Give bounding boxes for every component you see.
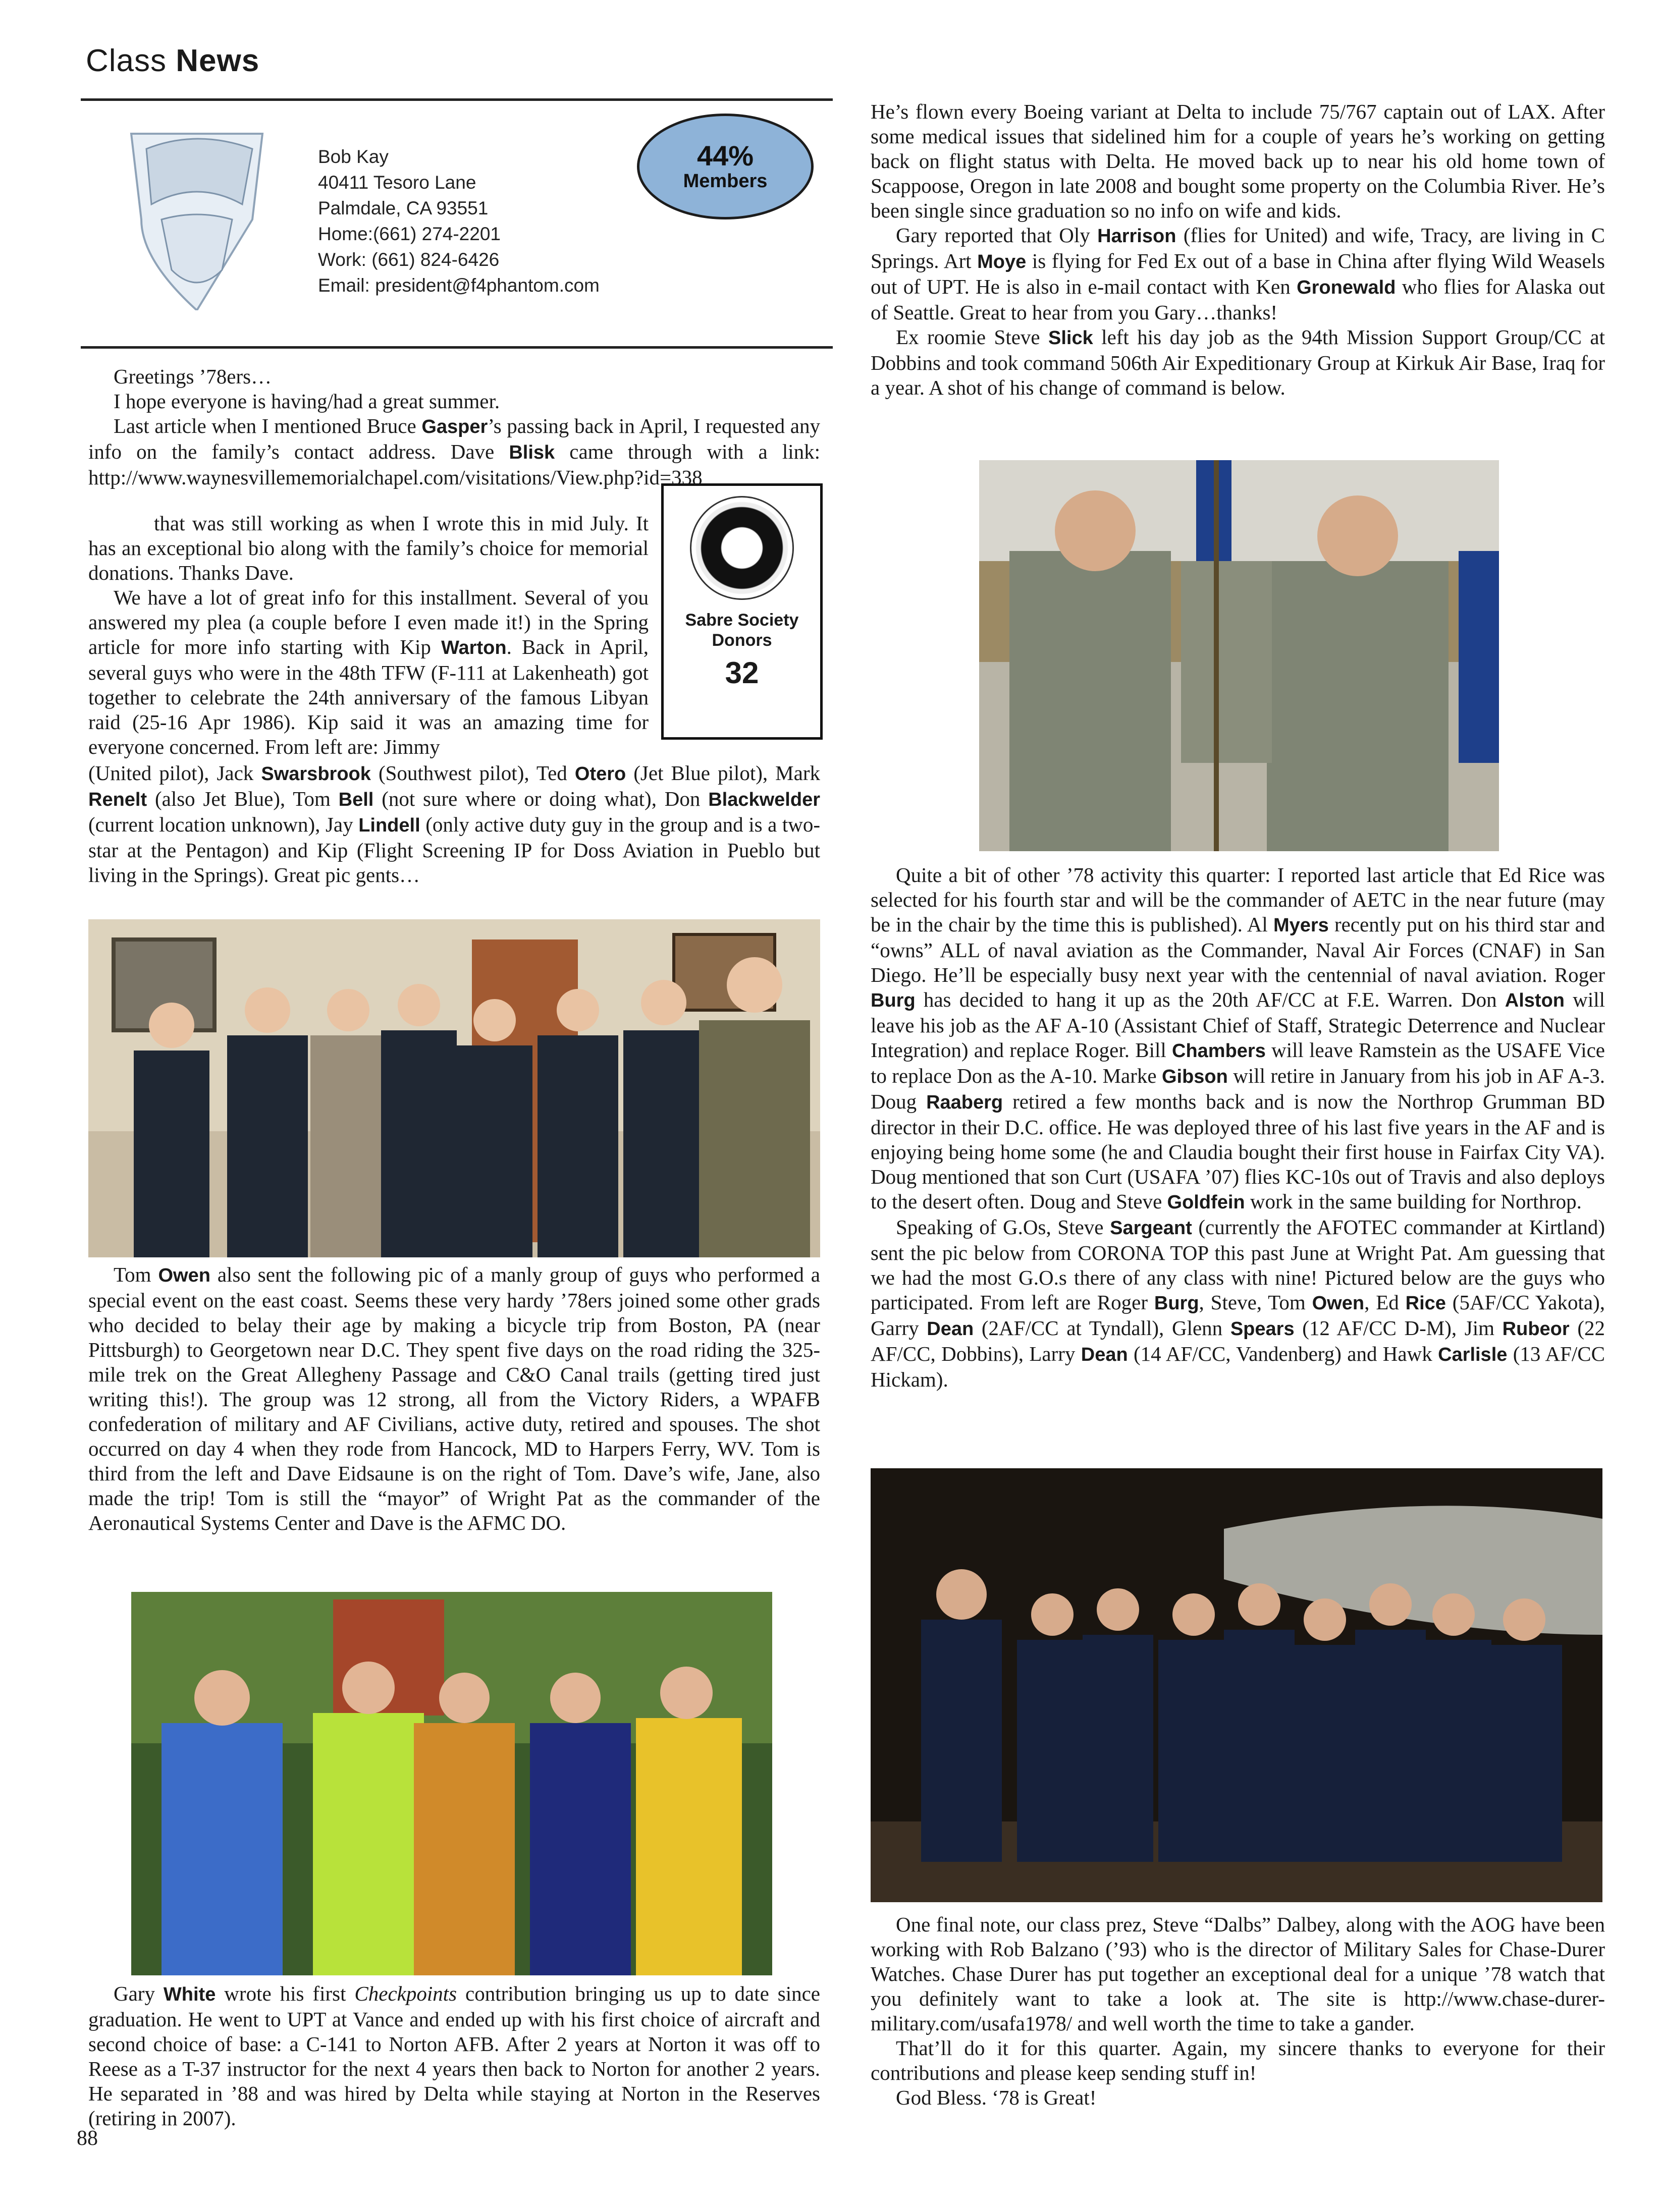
paragraph: One final note, our class prez, Steve “Dalbs” Dalbey, along with the AOG have been working with Rob Balzano (’93) who is the director of Military Sales for Chase-Durer Watches. Chase Durer has put together an exceptional deal for a unique ’78 watch that you definitely want to take a look at. The site is http://www.chase-durer-military.com/usafa1978/ and well worth the time to take a gander.	[871, 1913, 1605, 2035]
paragraph: Speaking of G.Os, Steve Sargeant (currently the AFOTEC commander at Kirtland) sent the pic below from CORONA TOP this past June at Wright Pat. Am guessing that we had the most G.O.s there of any class with nine! Pictured below are the guys who participated. From left are Roger Burg, Steve, Tom Owen, Ed Rice (5AF/CC Yakota), Garry Dean (2AF/CC at Tyndall), Glenn Spears (12 AF/CC D-M), Jim Rubeor (22 AF/CC, Dobbins), Larry Dean (14 AF/CC, Vandenberg) and Hawk Carlisle (13 AF/CC Hickam).	[871, 1215, 1605, 1391]
change-of-command-photo	[979, 460, 1499, 851]
paragraph: that was still working as when I wrote this in mid July. It has an exceptional bio along with the family’s choice for memorial donations. Thanks Dave.	[88, 512, 649, 584]
top-rule	[81, 98, 833, 101]
general-officers-photo	[871, 1468, 1602, 1902]
paragraph: I hope everyone is having/had a great summer.	[114, 390, 500, 413]
right-column-activity	[871, 863, 1605, 1392]
contact-city: Palmdale, CA 93551	[318, 198, 489, 218]
reunion-group-photo	[88, 919, 820, 1257]
contact-email: Email: president@f4phantom.com	[318, 275, 600, 296]
right-column-intro	[871, 99, 1605, 400]
sabre-society-title: Sabre Society Donors	[685, 611, 799, 650]
page-number: 88	[77, 2127, 98, 2150]
paragraph: Quite a bit of other ’78 activity this quarter: I reported last article that Ed Rice was selected for his fourth star and will be the commander of AETC in the near future (may be in the chair by the time this is published). Al Myers recently put on his third star and “owns” ALL of naval aviation as the Commander, Naval Air Forces (CNAF) in San Diego. He’ll be especially busy next year with the centennial of naval aviation. Roger Burg has decided to hang it up as the 20th AF/CC at F.E. Warren. Don Alston will leave his job as the AF A-10 (Assistant Chief of Staff, Strategic Deterrence and Nuclear Integration) and replace Roger. Bill Chambers will leave Ramstein as the USAFE Vice to replace Don as the A-10. Marke Gibson will retire in January from his job in AF A-3. Doug Raaberg retired a few months back and is now the Northrop Grumman BD director in their D.C. office. He was deployed three of his last five years in the AF and is enjoying being home some (he and Claudia bought their first house in Fairfax City VA). Doug mentioned that son Curt (USAFA ’07) flies KC-10s out of Travis and also deploys to the desert often. Doug and Steve Goldfein work in the same building for Northrop.	[871, 863, 1605, 1213]
paragraph: Gary White wrote his first Checkpoints contribution bringing us up to date since graduation. He went to UPT at Vance and ended up with his first choice of aircraft and second choice of base: a C-141 to Norton AFB. After 2 years at Norton it was off to Reese as a T-37 instructor for the next 4 years then back to Norton for another 2 years. He separated in ’88 and was hired by Delta while staying at Norton in the Reserves (retiring in 2007).	[88, 1982, 820, 2130]
left-column-wrapped	[88, 511, 649, 759]
contact-home-phone: Home:(661) 274-2201	[318, 224, 501, 244]
contact-block	[318, 144, 600, 298]
section-title-regular: Class	[86, 43, 167, 78]
contact-rule	[81, 346, 833, 349]
sabre-society-count: 32	[725, 656, 759, 690]
left-column-intro	[88, 364, 820, 490]
paragraph: Ex roomie Steve Slick left his day job as the 94th Mission Support Group/CC at Dobbins and took command 506th Air Expeditionary Group at Kirkuk Air Base, Iraq for a year. A shot of his change of command is below.	[871, 325, 1605, 399]
section-title	[86, 43, 259, 79]
paragraph: We have a lot of great info for this installment. Several of you answered my plea (a couple before I even made it!) in the Spring article for more info starting with Kip Warton. Back in April, several guys who were in the 48th TFW (F-111 at Lakenheath) got together to celebrate the 24th anniversary of the famous Libyan raid (25-16 Apr 1986). Kip said it was an amazing time for everyone concerned. From left are: Jimmy	[88, 586, 649, 758]
members-percent: 44%	[696, 140, 754, 172]
paragraph: Gary reported that Oly Harrison (flies for United) and wife, Tracy, are living in C Springs. Art Moye is flying for Fed Ex out of a base in China after flying Wild Weasels out of UPT. He is also in e-mail contact with Ken Gronewald who flies for Alaska out of Seattle. Great to hear from you Gary…thanks!	[871, 224, 1605, 324]
paragraph: (United pilot), Jack Swarsbrook (Southwest pilot), Ted Otero (Jet Blue pilot), Mark Renelt (also Jet Blue), Tom Bell (not sure where or doing what), Don Blackwelder (current location unknown), Jay Lindell (only active duty guy in the group and is a two-star at the Pentagon) and Kip (Flight Screening IP for Doss Aviation in Pueblo but living in the Springs). Great pic gents…	[88, 761, 821, 887]
section-title-bold: News	[176, 43, 260, 78]
right-column-closing	[871, 1912, 1605, 2110]
contact-street: 40411 Tesoro Lane	[318, 172, 476, 193]
sabre-society-box	[661, 483, 823, 740]
bicycle-group-photo	[131, 1592, 772, 1975]
paragraph: That’ll do it for this quarter. Again, my sincere thanks to everyone for their contributions and please keep sending stuff in!	[871, 2036, 1605, 2084]
paragraph: Tom Owen also sent the following pic of a manly group of guys who performed a special event on the east coast. Seems these very hardy ’78ers joined some other grads who decided to belay their age by making a bicycle trip from Boston, PA (near Pittsburgh) to Georgetown near D.C. They spent five days on the road riding the 325-mile trek on the Great Allegheny Passage and C&O Canal trails (getting tired just writing this!). The group was 12 strong, all from the Victory Riders, a WPAFB confederation of military and AF Civilians, active duty, retired and spouses. The shot occurred on day 4 when they rode from Hancock, MD to Harpers Ferry, WV. Tom is third from the left and Dave Eidsaune is on the right of Tom. Dave’s wife, Jane, also made the trip! Tom is still the “mayor” of Wright Pat as the commander of the Aeronautical Systems Center and Dave is the AFMC DO.	[88, 1263, 820, 1534]
members-badge	[637, 114, 814, 219]
left-column-gary-text	[88, 1981, 820, 2131]
members-label: Members	[683, 171, 768, 192]
paragraph: Greetings ’78ers…	[114, 365, 272, 388]
contact-name: Bob Kay	[318, 146, 389, 167]
sabre-society-seal-icon	[690, 496, 794, 600]
class-crest-icon	[121, 119, 273, 310]
left-column-names	[88, 761, 820, 888]
left-column-bike-text	[88, 1262, 820, 1535]
paragraph: Last article when I mentioned Bruce Gasper’s passing back in April, I requested any info on the family’s contact address. Dave Blisk came through with a link: http://www.waynesvillememorialchapel.com/visitations/View.php?id=338	[88, 414, 820, 489]
contact-work-phone: Work: (661) 824-6426	[318, 249, 500, 270]
paragraph: God Bless. ‘78 is Great!	[896, 2086, 1097, 2109]
paragraph: He’s flown every Boeing variant at Delta to include 75/767 captain out of LAX. After some medical issues that sidelined him for a couple of years he’s working on getting back on flight status with Delta. He moved back up to near his old home town of Scappoose, Oregon in late 2008 and bought some property on the Columbia River. He’s been single since graduation so no info on wife and kids.	[871, 100, 1605, 222]
